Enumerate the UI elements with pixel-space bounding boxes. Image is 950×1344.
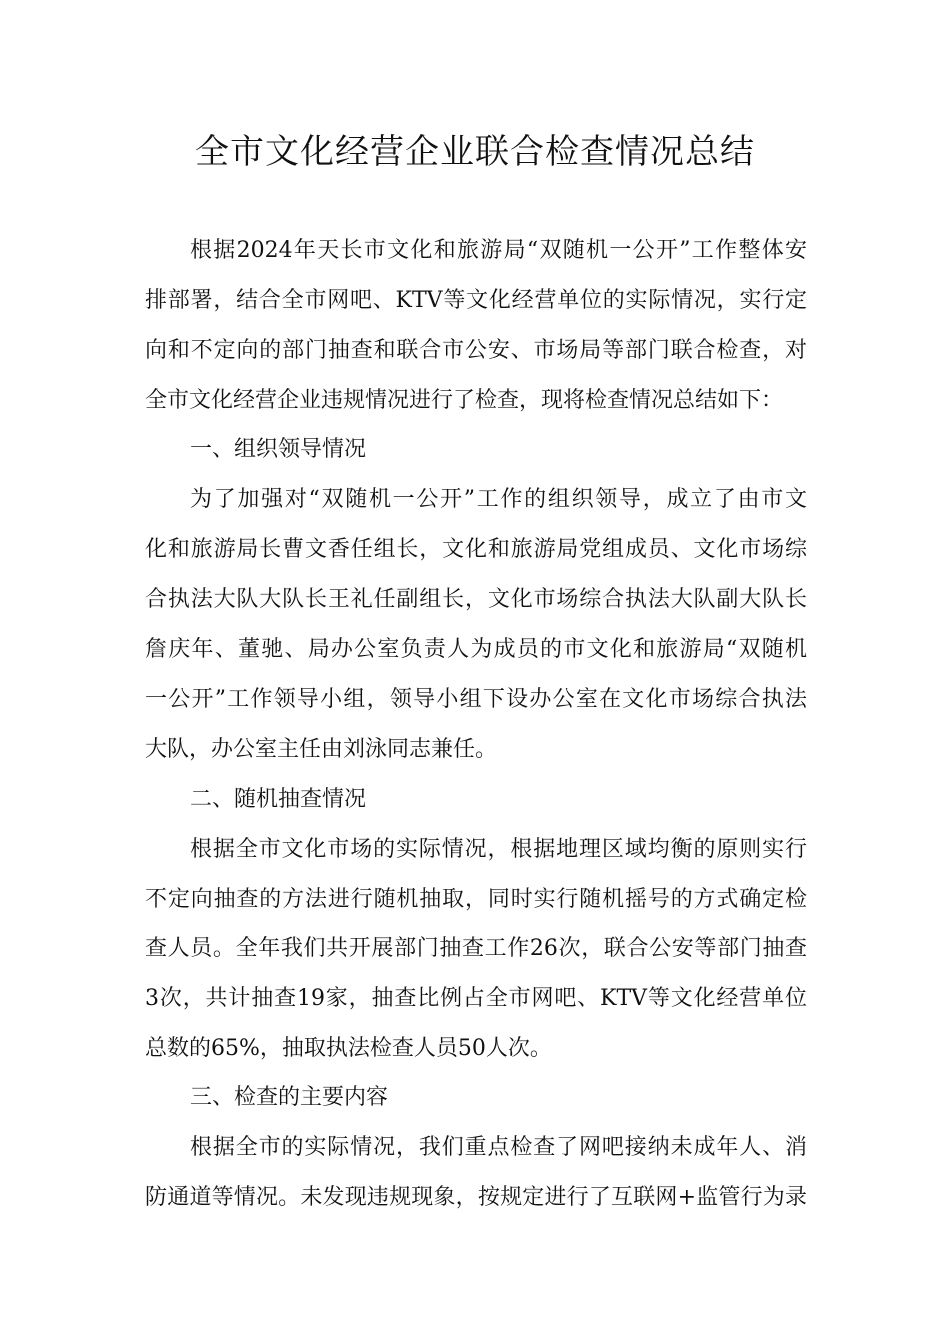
paragraph-line: 向和不定向的部门抽查和联合市公安、市场局等部门联合检查，对: [145, 338, 807, 363]
paragraph-line: 大队，办公室主任由刘泳同志兼任。: [145, 737, 498, 762]
paragraph-line: 全市文化经营企业违规情况进行了检查，现将检查情况总结如下：: [145, 388, 784, 413]
paragraph-line: 一公开”工作领导小组，领导小组下设办公室在文化市场综合执法: [145, 687, 807, 712]
section-heading: 三、检查的主要内容: [190, 1085, 389, 1110]
paragraph-line: 根据2024年天长市文化和旅游局“双随机一公开”工作整体安: [190, 238, 807, 263]
paragraph-line: 查人员。全年我们共开展部门抽查工作26次，联合公安等部门抽查: [145, 936, 807, 961]
paragraph-line: 为了加强对“双随机一公开”工作的组织领导，成立了由市文: [190, 487, 807, 512]
paragraph-line: 不定向抽查的方法进行随机抽取，同时实行随机摇号的方式确定检: [145, 887, 807, 912]
paragraph-line: 根据全市文化市场的实际情况，根据地理区域均衡的原则实行: [190, 837, 807, 862]
paragraph-line: 总数的65%，抽取执法检查人员50人次。: [145, 1036, 552, 1061]
paragraph-line: 根据全市的实际情况，我们重点检查了网吧接纳未成年人、消: [190, 1135, 807, 1160]
section-heading: 一、组织领导情况: [190, 437, 367, 462]
paragraph-line: 詹庆年、董驰、局办公室负责人为成员的市文化和旅游局“双随机: [145, 637, 807, 662]
paragraph-line: 合执法大队大队长王礼任副组长，文化市场综合执法大队副大队长: [145, 587, 807, 612]
document-title: 全市文化经营企业联合检查情况总结: [195, 132, 755, 172]
paragraph-line: 化和旅游局长曹文香任组长，文化和旅游局党组成员、文化市场综: [145, 537, 807, 562]
paragraph-line: 防通道等情况。未发现违规现象，按规定进行了互联网+监管行为录: [145, 1185, 807, 1210]
paragraph-line: 3次，共计抽查19家，抽查比例占全市网吧、KTV等文化经营单位: [145, 986, 807, 1011]
paragraph-line: 排部署，结合全市网吧、KTV等文化经营单位的实际情况，实行定: [145, 288, 807, 313]
section-heading: 二、随机抽查情况: [190, 787, 367, 812]
